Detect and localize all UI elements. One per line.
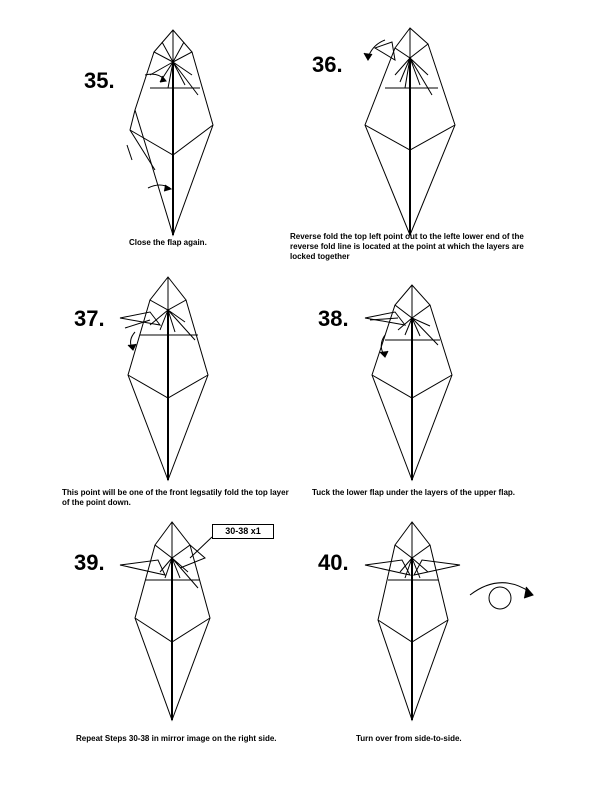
step-number-37: 37. [74, 306, 105, 331]
step-39-diagram [120, 522, 212, 720]
step-number-40: 40. [318, 550, 349, 575]
step-39-caption: Repeat Steps 30-38 in mirror image on the right side. [76, 734, 277, 743]
step-35-caption: Close the flap again. [129, 238, 207, 247]
step-36-diagram [364, 28, 455, 235]
step-35-diagram [127, 30, 213, 235]
step-36-caption: Reverse fold the top left point out to the lefte lower end of the reverse fold line is located at the point at which the layers are locked together [290, 232, 524, 261]
step-number-35: 35. [84, 68, 115, 93]
step-37-diagram [120, 277, 208, 480]
step-number-36: 36. [312, 52, 343, 77]
step-40-caption: Turn over from side-to-side. [356, 734, 462, 743]
step-38-caption: Tuck the lower flap under the layers of the upper flap. [312, 488, 515, 497]
step-37-caption: This point will be one of the front legsatily fold the top layer of the point down. [62, 488, 289, 507]
turn-over-icon [470, 583, 533, 609]
step-number-38: 38. [318, 306, 349, 331]
step-40-diagram [365, 522, 460, 720]
step-38-diagram [365, 285, 452, 480]
repeat-steps-label: 30-38 x1 [212, 524, 274, 539]
step-number-39: 39. [74, 550, 105, 575]
